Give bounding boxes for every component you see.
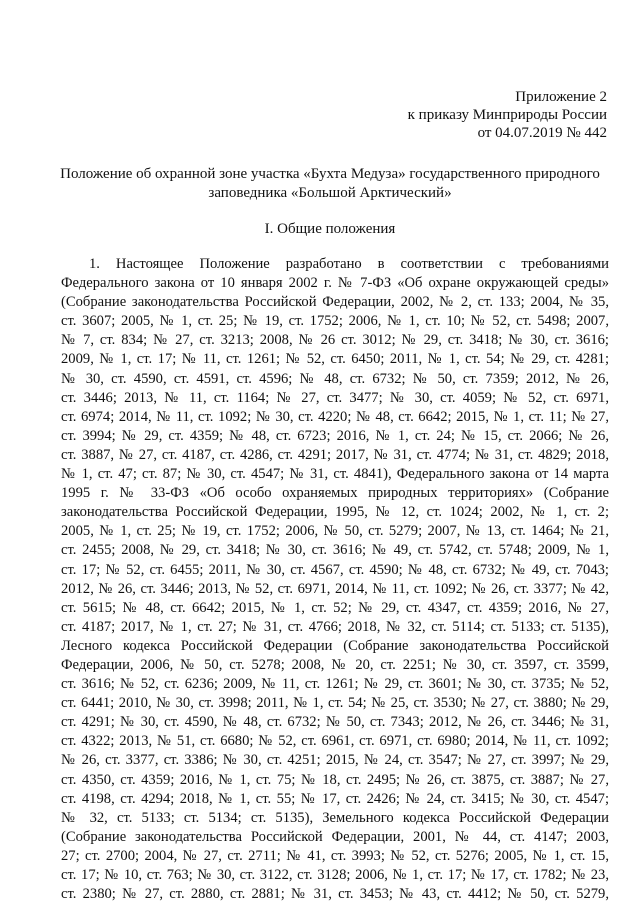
paragraph-line: ст. 3887, № 27, ст. 4187, ст. 4286, ст. 4291; 2017, № 31, ст. 4774; № 31, ст. 4829; 2018,	[61, 446, 609, 463]
paragraph-line: (Собрание законодательства Российской Федерации, 2002, № 2, ст. 133; 2004, № 35,	[61, 294, 609, 311]
paragraph-line: № 30, ст. 4590, ст. 4591, ст. 4596; № 48, ст. 6732; № 50, ст. 7359; 2012, № 26,	[61, 370, 609, 387]
title-line: заповедника «Большой Арктический»	[208, 185, 452, 201]
paragraph-line: ст. 3616; № 52, ст. 6236; 2009, № 11, ст. 1261; № 29, ст. 3601; № 30, ст. 3735; № 52,	[61, 676, 609, 693]
paragraph-line: (Собрание законодательства Российской Федерации, 2001, № 44, ст. 4147; 2003,	[61, 828, 609, 845]
paragraph-1	[61, 255, 609, 904]
appendix-line: Приложение 2	[515, 89, 607, 105]
paragraph-line: ст. 5615; № 48, ст. 6642; 2015, № 1, ст. 52; № 29, ст. 4347, ст. 4359; 2016, № 27,	[61, 599, 609, 616]
paragraph-line: Федерации, 2006, № 50, ст. 5278; 2008, № 20, ст. 2251; № 30, ст. 3597, ст. 3599,	[61, 656, 609, 673]
paragraph-line: ст. 4291; № 30, ст. 4590, № 48, ст. 6732; № 50, ст. 7343; 2012, № 26, ст. 3446; № 31,	[61, 714, 609, 731]
paragraph-line: 2012, № 26, ст. 3446; 2013, № 52, ст. 6971, 2014, № 11, ст. 1092; № 26, ст. 3377; № 42,	[61, 580, 609, 597]
paragraph-line: законодательства Российской Федерации, 1995, № 12, ст. 1024; 2002, № 1, ст. 2;	[61, 504, 609, 521]
paragraph-line: ст. 3446; 2013, № 11, ст. 1164; № 27, ст. 3477; № 30, ст. 4059; № 52, ст. 6971,	[61, 389, 609, 406]
paragraph-line: 27; ст. 2700; 2004, № 27, ст. 2711; № 41, ст. 3993; № 52, ст. 5276; 2005, № 1, ст. 15,	[61, 847, 609, 864]
appendix-line: от 04.07.2019 № 442	[477, 125, 607, 141]
paragraph-line: Лесного кодекса Российской Федерации (Собрание законодательства Российской	[61, 637, 609, 654]
paragraph-line: ст. 2455; 2008, № 29, ст. 3418; № 30, ст. 3616; № 49, ст. 5742, ст. 5748; 2009, № 1,	[61, 542, 609, 559]
paragraph-line: ст. 4187; 2017, № 1, ст. 27; № 31, ст. 4766; 2018, № 32, ст. 5114; ст. 5133; ст. 5135),	[61, 618, 609, 635]
paragraph-line: 1. Настоящее Положение разработано в соответствии с требованиями	[89, 256, 609, 272]
paragraph-line: 2005, № 1, ст. 25; № 19, ст. 1752; 2006, № 50, ст. 5279; 2007, № 13, ст. 1464; № 21,	[61, 523, 609, 540]
paragraph-line: ст. 17; № 52, ст. 6455; 2011, № 30, ст. 4567, ст. 4590; № 48, ст. 6732; № 49, ст. 7043;	[61, 561, 609, 578]
paragraph-line: ст. 3994; № 29, ст. 4359; № 48, ст. 6723; 2016, № 1, ст. 24; № 15, ст. 2066; № 26,	[61, 427, 609, 444]
paragraph-line: ст. 4198, ст. 4294; 2018, № 1, ст. 55; № 17, ст. 2426; № 24, ст. 3415; № 30, ст. 4547;	[61, 790, 609, 807]
paragraph-line: ст. 4322; 2013, № 51, ст. 6680; № 52, ст. 6961, ст. 6971, ст. 6980; 2014, № 11, ст. 1092;	[61, 733, 609, 750]
paragraph-line: ст. 17; № 10, ст. 763; № 30, ст. 3122, ст. 3128; 2006, № 1, ст. 17; № 17, ст. 1782; № 23,	[61, 867, 609, 883]
paragraph-line: 2009, № 1, ст. 17; № 11, ст. 1261; № 52, ст. 6450; 2011, № 1, ст. 54; № 29, ст. 4281;	[61, 351, 609, 368]
section-heading: I. Общие положения	[264, 221, 396, 237]
paragraph-line: № 7, ст. 834; № 27, ст. 3213; 2008, № 26 ст. 3012; № 29, ст. 3418; № 30, ст. 3616;	[61, 332, 609, 349]
appendix-header	[408, 88, 607, 142]
title-line: Положение об охранной зоне участка «Бухта Медуза» государственного природного	[60, 166, 600, 182]
paragraph-line: ст. 3607; 2005, № 1, ст. 25; № 19, ст. 1752; 2006, № 1, ст. 10; № 52, ст. 5498; 2007,	[61, 313, 609, 330]
paragraph-line: № 1, ст. 47; ст. 87; № 30, ст. 4547; № 31, ст. 4841), Федерального закона от 14 марта	[61, 466, 609, 483]
paragraph-line: № 26, ст. 3377, ст. 3386; № 30, ст. 4251; 2015, № 24, ст. 3547; № 27, ст. 3997; № 29,	[61, 752, 609, 769]
paragraph-line: № 32, ст. 5133; ст. 5134; ст. 5135), Земельного кодекса Российской Федерации	[61, 809, 609, 826]
paragraph-line: Федерального закона от 10 января 2002 г. № 7-ФЗ «Об охране окружающей среды»	[61, 275, 609, 292]
paragraph-line: ст. 2380; № 27, ст. 2880, ст. 2881; № 31, ст. 3453; № 43, ст. 4412; № 50, ст. 5279,	[61, 886, 609, 903]
paragraph-line: ст. 6974; 2014, № 11, ст. 1092; № 30, ст. 4220; № 48, ст. 6642; 2015, № 1, ст. 11; № 27,	[61, 408, 609, 425]
paragraph-line: ст. 6441; 2010, № 30, ст. 3998; 2011, № 1, ст. 54; № 25, ст. 3530; № 27, ст. 3880; № 29,	[61, 695, 609, 712]
paragraph-line: ст. 4350, ст. 4359; 2016, № 1, ст. 75; № 18, ст. 2495; № 26, ст. 3875, ст. 3887; № 27,	[61, 771, 609, 788]
paragraph-line: 1995 г. № 33-ФЗ «Об особо охраняемых природных территориях» (Собрание	[61, 485, 609, 502]
appendix-line: к приказу Минприроды России	[407, 107, 607, 123]
document-title	[60, 165, 600, 203]
